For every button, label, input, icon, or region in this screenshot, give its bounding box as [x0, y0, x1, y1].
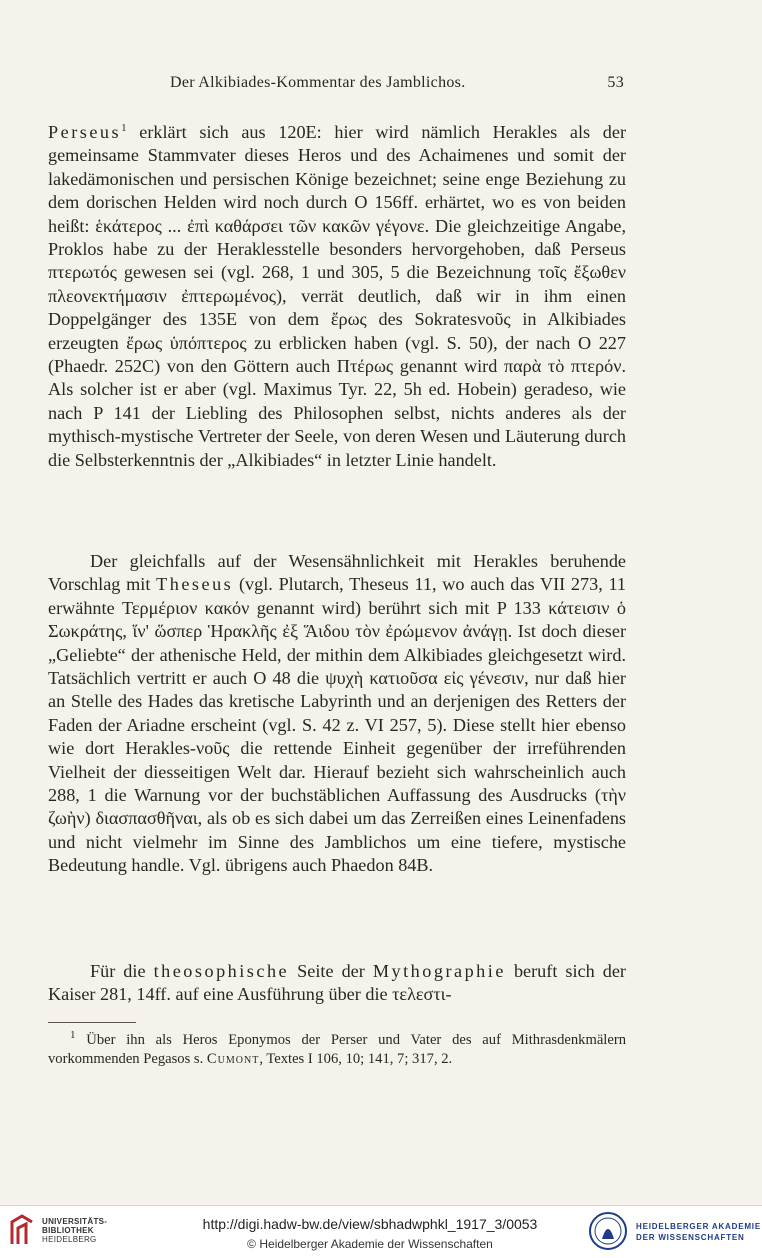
permalink-url[interactable]: http://digi.hadw-bw.de/view/sbhadwphkl_1917_3/0053	[202, 1216, 538, 1232]
library-line-3: HEIDELBERG	[42, 1235, 97, 1244]
footnote-rule	[48, 1022, 136, 1023]
academy-line-2: DER WISSENSCHAFTEN	[636, 1233, 745, 1242]
paragraph-1-text: erklärt sich aus 120E: hier wird nämlich Herakles als der gemeinsame Stammvater dieses Heros und des Achaimenes und somit der lakedämonischen und persischen Könige bezeichnet; seine enge Beziehung zu dem dorischen Helden wird noch durch O 156ff. erhärtet, wo es von beiden heißt: ἑκάτερος ... ἐπὶ καθάρσει τῶν κακῶν γέγονε. Die gleichzeitige Angabe, Proklos habe zu der Heraklesstelle besonders hervorgehoben, daß Perseus πτερωτός gewesen sei (vgl. 268, 1 und 305, 5 die Bezeichnung τοῖς ἔξωθεν πλεονεκτήμασιν ἐπτερωμένος), verrät deutlich, daß wir in ihm einen Doppelgänger des 135E von dem ἔρως des Sokratesνοῦς in Alkibiades erzeugten ἔρως ὑπόπτερος zu erblicken haben (vgl. S. 50), der nach O 227 (Phaedr. 252C) von den Göttern auch Πτέρως genannt wird παρὰ τὸ πτερόν. Als solcher ist er aber (vgl. Maximus Tyr. 22, 5h ed. Hobein) geradeso, wie nach P 141 der Liebling des Philosophen selbst, nichts anderes als der mythisch-mystische Vertreter der Seele, von deren Wesen und Läuterung durch die Selbsterkenntnis der „Alkibiades“ in letzter Linie handelt.	[48, 122, 626, 470]
paragraph-3-text-c: beruft sich der Kaiser 281, 14ff. auf eine Ausführung über die τελεστι-	[48, 961, 626, 1005]
running-title: Der Alkibiades-Kommentar des Jamblichos.	[170, 74, 466, 91]
library-line-2: BIBLIOTHEK	[42, 1226, 94, 1235]
copyright-notice: © Heidelberger Akademie der Wissenschaften	[247, 1237, 493, 1251]
footnote-mark: 1	[121, 121, 127, 134]
page-number: 53	[607, 74, 624, 91]
paragraph-3-text-b: Seite der	[289, 961, 373, 981]
academy-seal-icon	[588, 1211, 628, 1251]
library-line-1: UNIVERSITÄTS-	[42, 1217, 108, 1226]
spaced-name-perseus: Perseus	[48, 122, 122, 142]
university-library-name	[42, 1217, 107, 1244]
academy-line-1: HEIDELBERGER AKADEMIE	[636, 1222, 761, 1231]
paragraph-2	[48, 550, 626, 878]
academy-name	[636, 1221, 761, 1243]
paragraph-2-text-a: Der gleichfalls auf der Wesensähnlichkeit mit Herakles beruhende Vorschlag mit	[48, 551, 626, 595]
paragraph-1	[48, 121, 626, 472]
footnote	[48, 1031, 626, 1069]
paragraph-2-text-b: (vgl. Plutarch, Theseus 11, wo auch das VII 273, 11 erwähnte Τερμέριον κακόν genannt wird) berührt sich mit P 133 κάτεισιν ὁ Σωκράτης, ἵν' ὥσπερ Ἡρακλῆς ἐξ Ἅιδου τὸν ἐρώμενον ἀνάγῃ. Ist doch dieser „Geliebte“ der athenische Held, der mithin dem Alkibiades gleichgesetzt wird. Tatsächlich vertritt er auch O 48 die ψυχὴ κατιοῦσα εἰς γένεσιν, nur daß hier an Stelle des Hades das kretische Labyrinth und an derjenigen des Retters der Faden der Ariadne erscheint (vgl. S. 42 z. VI 257, 5). Diese stellt hier ebenso wie dort Herakles-νοῦς die rettende Einheit gegenüber der irreführenden Vielheit der diesseitigen Welt dar. Hierauf bezieht sich wahrscheinlich auch 288, 1 die Warnung vor der buchstäblichen Auffassung des Ausdrucks (τὴν ζωὴν) διασπασθῆναι, als ob es sich dabei um das Zerreißen eines Leinenfadens und nicht vielmehr im Sinne des Jamblichos um eine tiefere, mystische Bedeutung handle. Vgl. übrigens auch Phaedon 84B.	[48, 574, 626, 876]
footnote-text-a: Über ihn als Heros Eponymos der Perser und Vater des auf Mithrasdenkmälern vorkommenden Pegasos s.	[48, 1032, 626, 1068]
footnote-author: Cumont	[206, 1051, 260, 1068]
viewer-footer	[0, 1205, 762, 1258]
spaced-word-mythographie: Mythographie	[372, 961, 506, 981]
paragraph-3-text-a: Für die	[90, 961, 154, 981]
paragraph-3	[48, 960, 626, 1007]
spaced-word-theosophische: theosophische	[153, 961, 290, 981]
footnote-number: 1	[70, 1029, 76, 1042]
spaced-name-theseus: Theseus	[156, 574, 234, 595]
university-library-logo-icon	[8, 1214, 36, 1248]
footnote-text-b: , Textes I 106, 10; 141, 7; 317, 2.	[259, 1051, 453, 1068]
